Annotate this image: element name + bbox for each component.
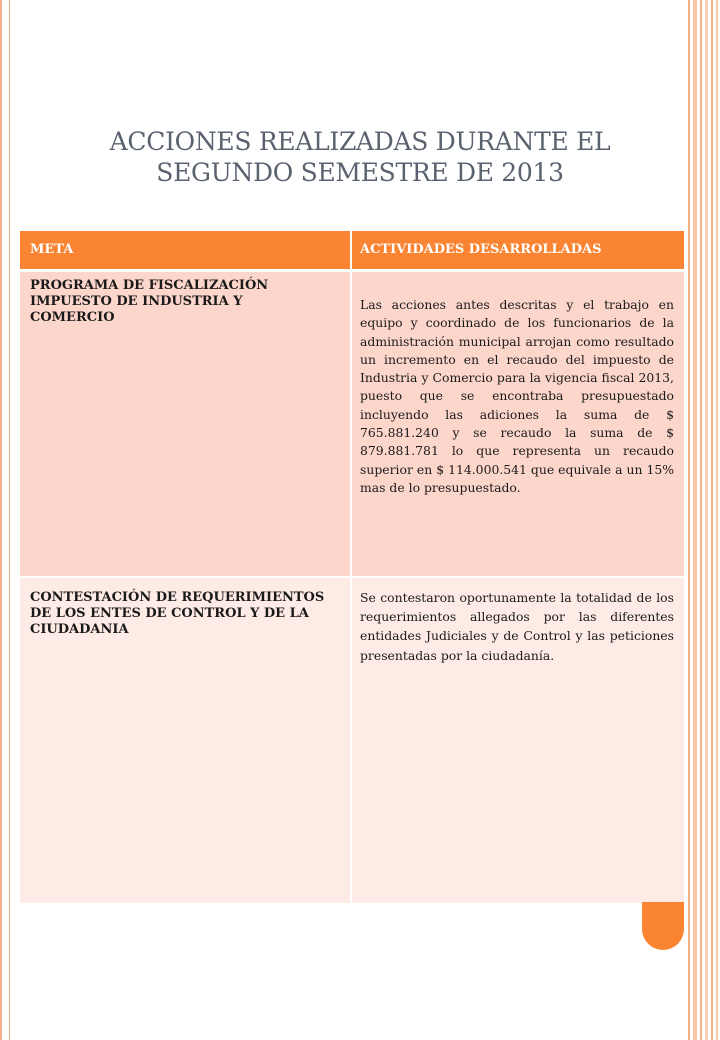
row-actividades-cell: Se contestaron oportunamente la totalidad de los requerimientos allegados por las diferentes entidades Judiciales y de Control y las peticiones presentadas por la ciudadanía. xyxy=(360,590,674,663)
row-actividades-cell: Las acciones antes descritas y el trabajo en equipo y coordinado de los funcionarios de la administración municipal arrojan como resultado un incremento en el recaudo del impuesto de Industria y Comercio para la vigencia fiscal 2013, puesto que se encontraba presupuestado incluyendo las adiciones la suma de $ 765.881.240 y se recaudo la suma de $ 879.881.781 lo que representa un recaudo superior en $ 114.000.541 que equivale a un 15% mas de lo presupuestado. xyxy=(360,297,674,495)
row-meta-cell: CONTESTACIÓN DE REQUERIMIENTOS DE LOS ENTES DE CONTROL Y DE LA CIUDADANIA xyxy=(30,590,325,637)
table-header-row xyxy=(20,231,684,272)
decorative-tab xyxy=(642,902,684,950)
slide-title xyxy=(40,126,680,188)
header-actividades: ACTIVIDADES DESARROLLADAS xyxy=(360,242,602,257)
left-border-decoration xyxy=(0,0,10,1040)
title-line-2: SEGUNDO SEMESTRE DE 2013 xyxy=(156,158,564,187)
title-line-1: ACCIONES REALIZADAS DURANTE EL xyxy=(109,127,611,156)
row-meta-cell: PROGRAMA DE FISCALIZACIÓN IMPUESTO DE INDUSTRIA Y COMERCIO xyxy=(30,278,269,325)
header-meta: META xyxy=(30,242,74,257)
table-row xyxy=(20,578,684,903)
right-border-decoration xyxy=(688,0,720,1040)
actions-table xyxy=(20,231,684,903)
table-row xyxy=(20,272,684,576)
